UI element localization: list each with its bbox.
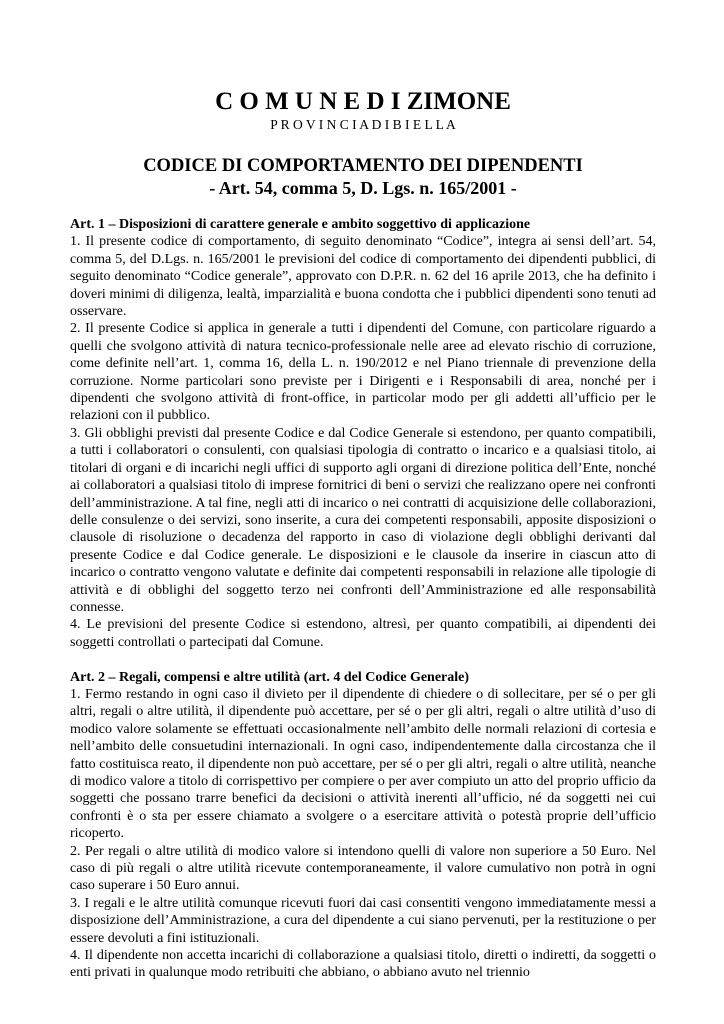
province-name: P R O V I N C I A D I B I E L L A bbox=[270, 117, 456, 132]
article-paragraph: 3. I regali e le altre utilità comunque ricevuti fuori dai casi consentiti vengono immediatamente messi a disposizione dell’Amministrazione, a cura del dipendente a cui siano pervenuti, per la restituzione o per essere devoluti a fini istituzionali. bbox=[70, 895, 656, 946]
document-subtitle: - Art. 54, comma 5, D. Lgs. n. 165/2001 - bbox=[209, 178, 517, 198]
document-title: CODICE DI COMPORTAMENTO DEI DIPENDENTI bbox=[143, 156, 583, 176]
article-heading: Art. 2 – Regali, compensi e altre utilità (art. 4 del Codice Generale) bbox=[70, 669, 470, 685]
article-heading: Art. 1 – Disposizioni di carattere generale e ambito soggettivo di applicazione bbox=[70, 217, 531, 232]
article-paragraph: 1. Il presente codice di comportamento, di seguito denominato “Codice”, integra ai sensi dell’art. 54, comma 5, del D.Lgs. n. 165/2001 le previsioni del codice di comportamento dei dipendenti pubblici, di seguito denominato “Codice generale”, approvato con D.P.R. n. 62 del 16 aprile 2013, che ha definito i doveri minimi di diligenza, lealtà, imparzialità e buona condotta che i pubblici dipendenti sono tenuti ad osservare. bbox=[70, 234, 656, 320]
article-paragraph: 4. Le previsioni del presente Codice si estendono, altresì, per quanto compatibili, ai dipendenti dei soggetti controllati o partecipati dal Comune. bbox=[70, 617, 656, 650]
article-paragraph: 4. Il dipendente non accetta incarichi di collaborazione a qualsiasi titolo, diretti o indiretti, da soggetti o enti privati in qualunque modo retribuiti che abbiano, o abbiano avuto nel triennio bbox=[70, 948, 656, 981]
article-paragraph: 3. Gli obblighi previsti dal presente Codice e dal Codice Generale si estendono, per quanto compatibili, a tutti i collaboratori o consulenti, con qualsiasi tipologia di contratto o incarico e a qualsiasi titolo, ai titolari di organi e di incarichi negli uffici di supporto agli organi di direzione politica dell’Ente, nonché ai collaboratori a qualsiasi titolo di imprese fornitrici di beni o servizi che realizzano opere nei confronti dell’amministrazione. A tal fine, negli atti di incarico o nei contratti di acquisizione delle collaborazioni, delle consulenze o dei servizi, sono inserite, a cura dei competenti responsabili, apposite disposizioni o clausole di risoluzione o decadenza del rapporto in caso di violazione degli obblighi derivanti dal presente Codice e dal Codice generale. Le disposizioni e le clausole da inserire in ciascun atto di incarico o contratto vengono valutate e definite dai competenti responsabili in relazione alle tipologie di attività e di obblighi del soggetto terzo nei confronti dell’Amministrazione ed alle responsabilità connesse. bbox=[70, 425, 656, 615]
document-page bbox=[70, 88, 656, 982]
municipality-name: C O M U N E D I ZIMONE bbox=[215, 88, 511, 115]
article-paragraph: 2. Per regali o altre utilità di modico valore si intendono quelli di valore non superiore a 50 Euro. Nel caso di più regali o altre utilità ricevute contemporaneamente, il valore cumulativo non potrà in ogni caso superare i 50 Euro annui. bbox=[70, 843, 656, 894]
article-1 bbox=[70, 216, 656, 651]
article-paragraph: 2. Il presente Codice si applica in generale a tutti i dipendenti del Comune, con particolare riguardo a quelli che svolgono attività di natura tecnico-professionale nelle aree ad elevato rischio di corruzione, come definite nell’art. 1, comma 16, della L. n. 190/2012 e nel Piano triennale di prevenzione della corruzione. Norme particolari sono previste per i Dirigenti e i Responsabili di area, nonché per i dipendenti che svolgono attività di front-office, in particolar modo per gli addetti all’ufficio per le relazioni con il pubblico. bbox=[70, 321, 656, 424]
article-2 bbox=[70, 669, 656, 982]
article-paragraph: 1. Fermo restando in ogni caso il divieto per il dipendente di chiedere o di sollecitare, per sé o per gli altri, regali o altre utilità, il dipendente può accettare, per sé o per gli altri, regali o altre utilità d’uso di modico valore solamente se effettuati occasionalmente nell’ambito delle normali relazioni di cortesia e nell’ambito delle consuetudini internazionali. In ogni caso, indipendentemente dalla circostanza che il fatto costituisca reato, il dipendente non può accettare, per sé o per gli altri, regali o altre utilità, neanche di modico valore a titolo di corrispettivo per compiere o per aver compiuto un atto del proprio ufficio da soggetti che possano trarre benefici da decisioni o attività inerenti all’ufficio, né da soggetti nei cui confronti è o sta per essere chiamato a svolgere o a esercitare attività o potestà proprie dell’ufficio ricoperto. bbox=[70, 686, 656, 842]
